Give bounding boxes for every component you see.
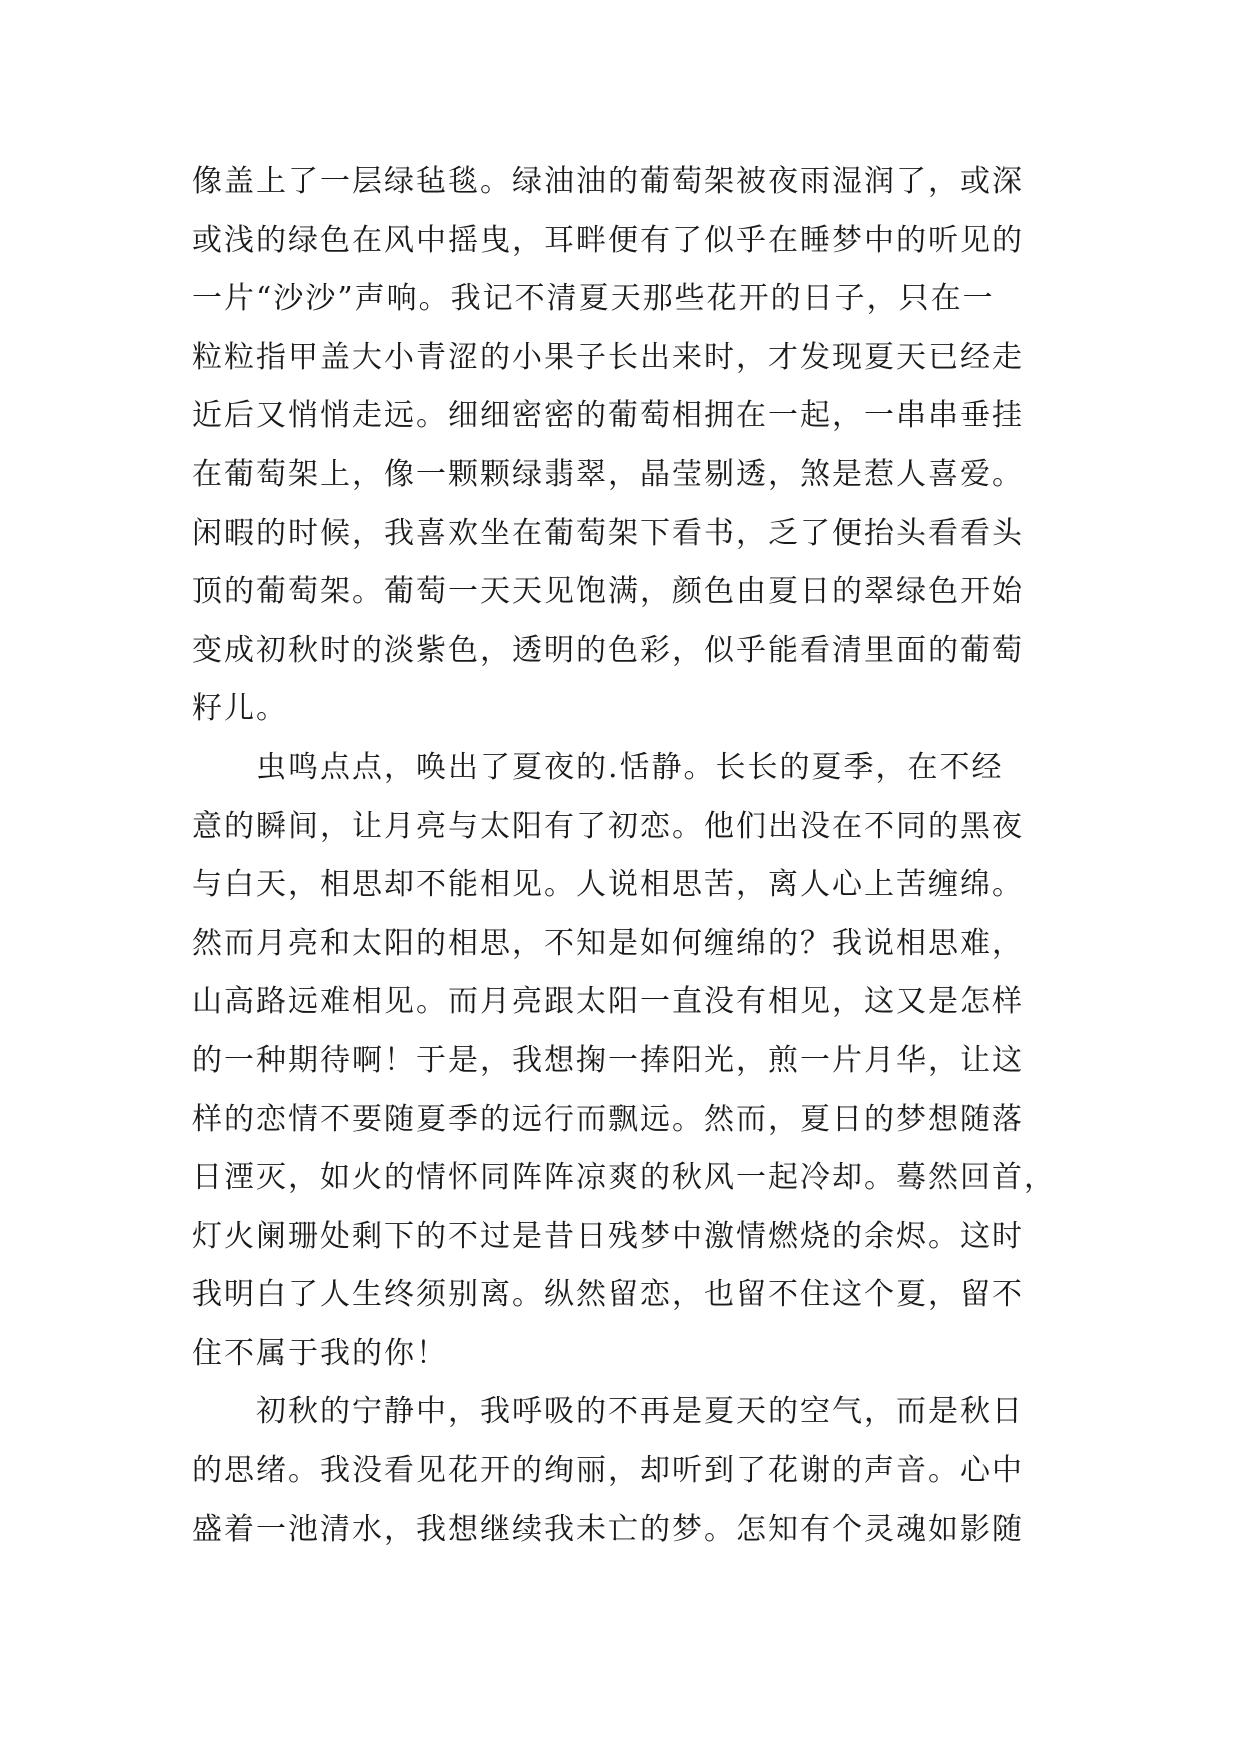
text-line: 住不属于我的你！ — [192, 1335, 448, 1371]
text-line: 一片“沙沙”声响。我记不清夏天那些花开的日子，只在一 — [192, 281, 995, 317]
text-line: 变成初秋时的淡紫色，透明的色彩，似乎能看清里面的葡萄 — [192, 632, 1024, 668]
document-body — [192, 153, 1072, 1559]
text-line: 闲暇的时候，我喜欢坐在葡萄架下看书，乏了便抬头看看头 — [192, 515, 1024, 551]
paragraph-first-line: 初秋的宁静中，我呼吸的不再是夏天的空气，而是秋日 — [256, 1394, 1024, 1430]
text-line: 盛着一池清水，我想继续我未亡的梦。怎知有个灵魂如影随 — [192, 1511, 1024, 1547]
text-line: 样的恋情不要随夏季的远行而飘远。然而，夏日的梦想随落 — [192, 1101, 1024, 1137]
text-line: 的思绪。我没看见花开的绚丽，却听到了花谢的声音。心中 — [192, 1453, 1024, 1489]
text-line: 像盖上了一层绿毡毯。绿油油的葡萄架被夜雨湿润了，或深 — [192, 164, 1024, 199]
text-line: 然而月亮和太阳的相思，不知是如何缠绵的？我说相思难， — [192, 925, 1024, 961]
text-line: 与白天，相思却不能相见。人说相思苦，离人心上苦缠绵。 — [192, 867, 1024, 903]
text-line: 的一种期待啊！于是，我想掬一捧阳光，煎一片月华，让这 — [192, 1042, 1024, 1078]
text-line: 粒粒指甲盖大小青涩的小果子长出来时，才发现夏天已经走 — [192, 339, 1024, 375]
text-line: 灯火阑珊处剩下的不过是昔日残梦中激情燃烧的余烬。这时 — [192, 1218, 1024, 1254]
text-line: 籽儿。 — [192, 691, 288, 727]
paragraph-first-line: 虫鸣点点，唤出了夏夜的.恬静。长长的夏季，在不经 — [256, 749, 1004, 785]
text-line: 我明白了人生终须别离。纵然留恋，也留不住这个夏，留不 — [192, 1277, 1024, 1313]
text-line: 意的瞬间，让月亮与太阳有了初恋。他们出没在不同的黑夜 — [192, 808, 1024, 844]
text-line: 在葡萄架上，像一颗颗绿翡翠，晶莹剔透，煞是惹人喜爱。 — [192, 456, 1024, 492]
text-line: 近后又悄悄走远。细细密密的葡萄相拥在一起，一串串垂挂 — [192, 398, 1024, 434]
text-line: 或浅的绿色在风中摇曳，耳畔便有了似乎在睡梦中的听见的 — [192, 222, 1024, 258]
text-line: 山高路远难相见。而月亮跟太阳一直没有相见，这又是怎样 — [192, 984, 1024, 1020]
text-line: 日湮灭，如火的情怀同阵阵凉爽的秋风一起冷却。蓦然回首， — [192, 1160, 1056, 1196]
text-line: 顶的葡萄架。葡萄一天天见饱满，颜色由夏日的翠绿色开始 — [192, 574, 1024, 610]
